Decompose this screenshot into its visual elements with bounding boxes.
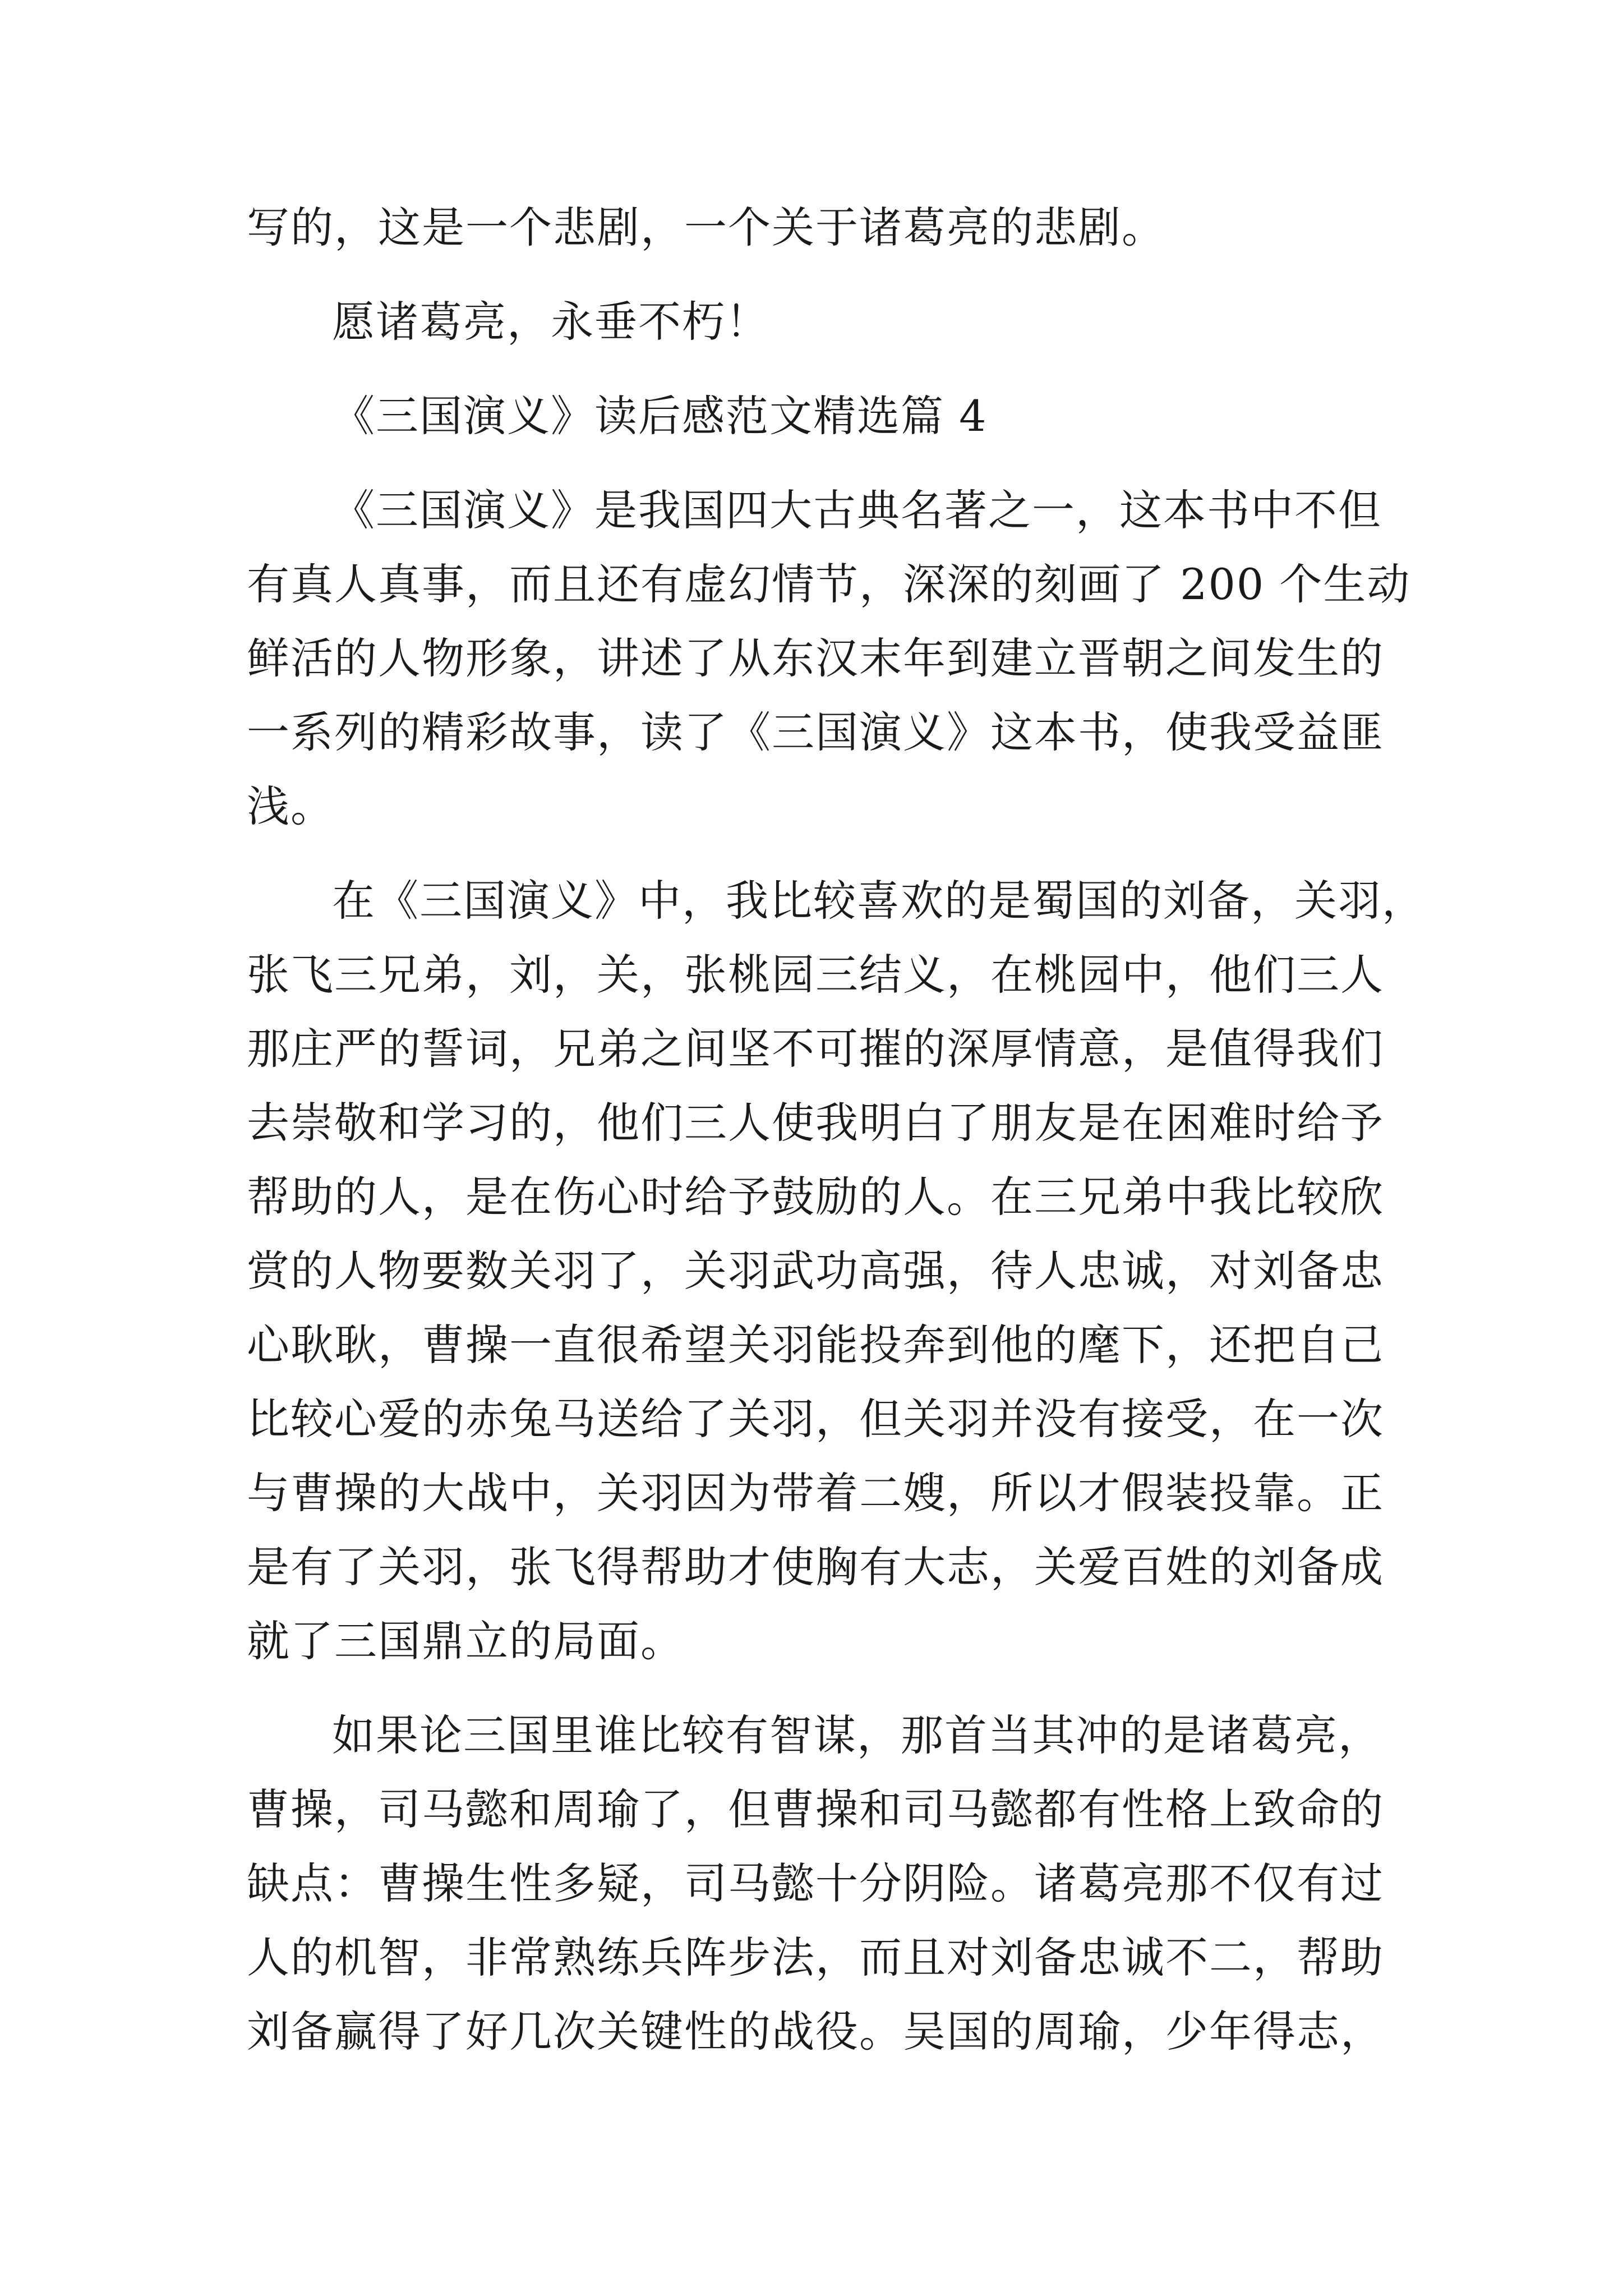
text-line: 缺点：曹操生性多疑，司马懿十分阴险。诸葛亮那不仅有过 [247,1858,1384,1908]
text-line: 人的机智，非常熟练兵阵步法，而且对刘备忠诚不二，帮助 [247,1932,1384,1982]
text-line: 曹操，司马懿和周瑜了，但曹操和司马懿都有性格上致命的 [247,1784,1384,1834]
text-line: 赏的人物要数关羽了，关羽武功高强，待人忠诚，对刘备忠 [247,1246,1384,1296]
text-line: 与曹操的大战中，关羽因为带着二嫂，所以才假装投靠。正 [247,1468,1384,1518]
text-line: 去崇敬和学习的，他们三人使我明白了朋友是在困难时给予 [247,1098,1384,1148]
text-line: 有真人真事，而且还有虚幻情节，深深的刻画了 200 个生动 [247,559,1411,609]
section-heading: 《三国演义》读后感范文精选篇 4 [332,391,988,441]
text-line: 鲜活的人物形象，讲述了从东汉末年到建立晋朝之间发生的 [247,633,1384,683]
text-line: 《三国演义》是我国四大古典名著之一，这本书中不但 [332,485,1382,535]
text-line: 张飞三兄弟，刘，关，张桃园三结义，在桃园中，他们三人 [247,950,1384,1000]
text-line: 刘备赢得了好几次关键性的战役。吴国的周瑜，少年得志， [247,2007,1384,2056]
text-line: 是有了关羽，张飞得帮助才使胸有大志，关爱百姓的刘备成 [247,1542,1384,1592]
document-body [247,191,1426,2069]
text-line: 就了三国鼎立的局面。 [247,1616,684,1666]
text-line: 心耿耿，曹操一直很希望关羽能投奔到他的麾下，还把自己 [247,1320,1384,1370]
text-line: 比较心爱的赤兔马送给了关羽，但关羽并没有接受，在一次 [247,1394,1384,1444]
text-line: 那庄严的誓词，兄弟之间坚不可摧的深厚情意，是值得我们 [247,1024,1384,1074]
text-line: 浅。 [247,781,334,831]
text-line: 帮助的人，是在伤心时给予鼓励的人。在三兄弟中我比较欣 [247,1172,1384,1222]
text-line: 如果论三国里谁比较有智谋，那首当其冲的是诸葛亮， [332,1710,1382,1760]
text-line: 在《三国演义》中，我比较喜欢的是蜀国的刘备，关羽， [332,876,1426,926]
text-line: 一系列的精彩故事，读了《三国演义》这本书，使我受益匪 [247,707,1384,757]
text-line: 愿诸葛亮，永垂不朽！ [332,297,769,347]
text-line: 写的，这是一个悲剧，一个关于诸葛亮的悲剧。 [247,203,1165,252]
